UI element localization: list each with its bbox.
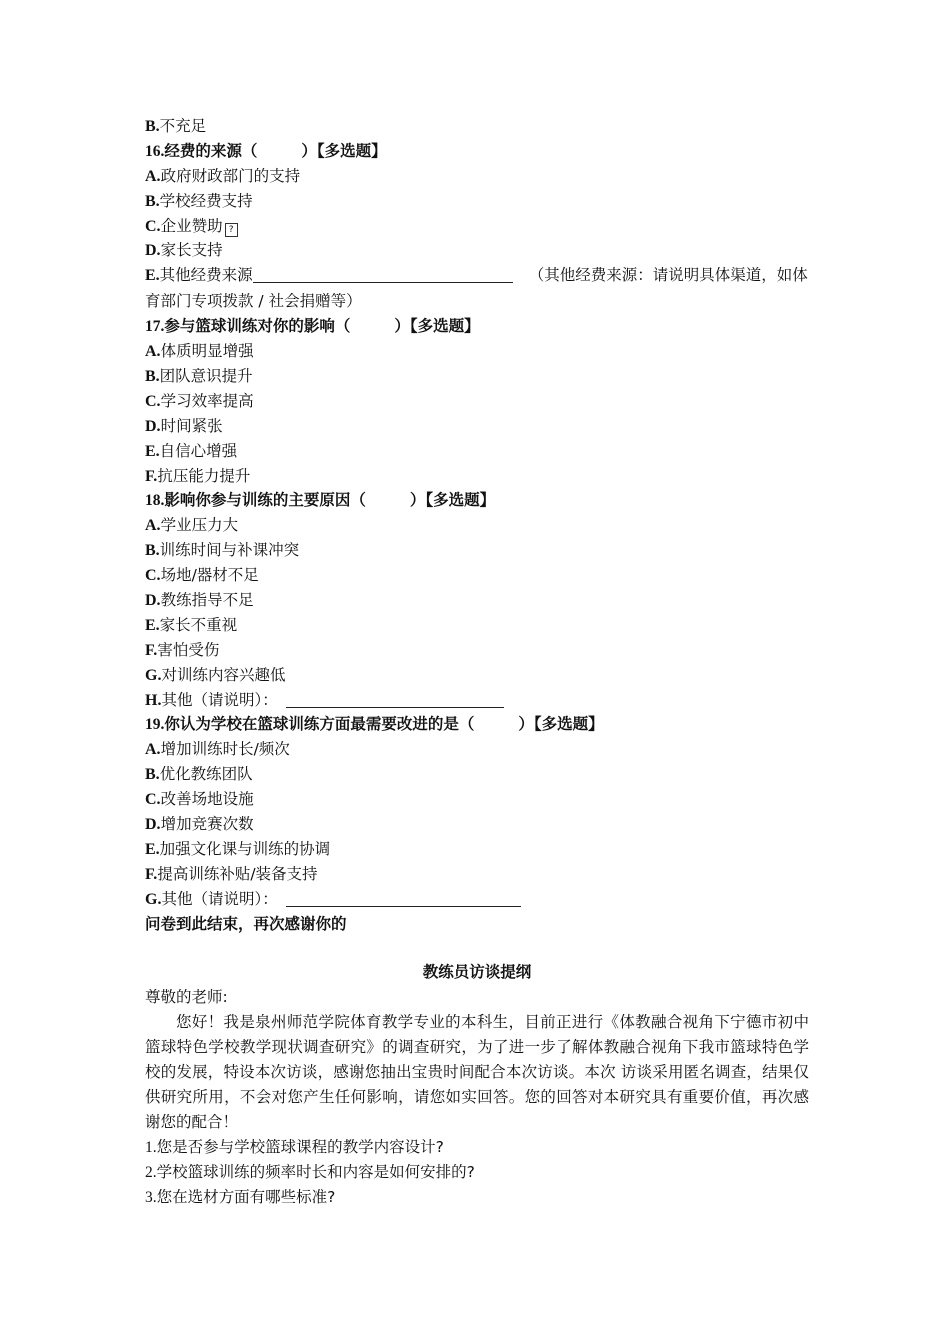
option-b-q15: B.不充足 [145,117,207,135]
q19-option-a[interactable]: A.增加训练时长/频次 [145,740,290,759]
q19-option-b[interactable]: B.优化教练团队 [145,765,253,784]
q17-option-c[interactable]: C.学习效率提高 [145,391,254,410]
q17-option-e[interactable]: E.自信心增强 [145,441,238,460]
q19-option-e[interactable]: E.加强文化课与训练的协调 [145,839,331,858]
document-page [145,114,809,1209]
question-16: 16.经费的来源（ ）【多选题】 [145,141,387,160]
q18-option-d[interactable]: D.教练指导不足 [145,590,254,609]
interview-question-3: 3.您在选材方面有哪些标准? [145,1187,336,1206]
q19-other-blank[interactable] [286,888,521,907]
q16-other-blank[interactable] [253,264,513,283]
interview-question-1: 1.您是否参与学校篮球课程的教学内容设计? [145,1137,444,1156]
q19-option-g[interactable]: G.其他（请说明）： [145,887,809,912]
q17-option-a[interactable]: A.体质明显增强 [145,342,254,361]
q17-option-b[interactable]: B.团队意识提升 [145,366,253,385]
interview-intro-paragraph: 您好！我是泉州师范学院体育教学专业的本科生，目前正进行《体教融合视角下宁德市初中篮球特色学校教学现状调查研究》的调查研究，为了进一步了解体教融合视角下我市篮球特色学校的发展，特设本次访谈，感谢您抽出宝贵时间配合本次访谈。本次 访谈采用匿名调查，结果仅供研究所用，不会对您产生任何影响，请您如实回答。您的回答对本研究具有重要价值，再次感谢您的配合！ [145,1013,809,1131]
interview-salutation: 尊敬的老师: [145,988,228,1007]
q19-option-d[interactable]: D.增加竞赛次数 [145,814,254,833]
q16-option-d[interactable]: D.家长支持 [145,241,223,260]
survey-end-text: 问卷到此结束，再次感谢你的 [145,914,347,933]
q16-option-b[interactable]: B.学校经费支持 [145,191,253,210]
q18-option-f[interactable]: F.害怕受伤 [145,640,220,659]
q16-option-a[interactable]: A.政府财政部门的支持 [145,166,301,185]
q17-option-f[interactable]: F.抗压能力提升 [145,466,251,485]
q19-option-f[interactable]: F.提高训练补贴/装备支持 [145,864,318,883]
interview-title: 教练员访谈提纲 [422,963,532,982]
missing-glyph-icon: ? [225,223,238,237]
question-18: 18.影响你参与训练的主要原因（ ）【多选题】 [145,491,496,510]
q18-option-h[interactable]: H.其他（请说明）： [145,688,809,713]
q18-option-e[interactable]: E.家长不重视 [145,615,238,634]
q16-option-c[interactable]: C.企业赞助 ? [145,214,809,239]
q19-option-c[interactable]: C.改善场地设施 [145,790,254,809]
interview-question-2: 2.学校篮球训练的频率时长和内容是如何安排的? [145,1162,475,1181]
q18-option-b[interactable]: B.训练时间与补课冲突 [145,541,300,560]
question-17: 17.参与篮球训练对你的影响（ ）【多选题】 [145,317,480,336]
q18-other-blank[interactable] [286,689,504,708]
q18-option-c[interactable]: C.场地/器材不足 [145,566,259,585]
q16-option-e[interactable]: E.其他经费来源 （其他经费来源：请说明具体渠道，如体育部门专项拨款 / 社会捐赠等） [145,266,808,311]
q17-option-d[interactable]: D.时间紧张 [145,416,223,435]
q18-option-g[interactable]: G.对训练内容兴趣低 [145,665,286,684]
question-19: 19.你认为学校在篮球训练方面最需要改进的是（ ）【多选题】 [145,715,604,734]
q18-option-a[interactable]: A.学业压力大 [145,516,239,535]
